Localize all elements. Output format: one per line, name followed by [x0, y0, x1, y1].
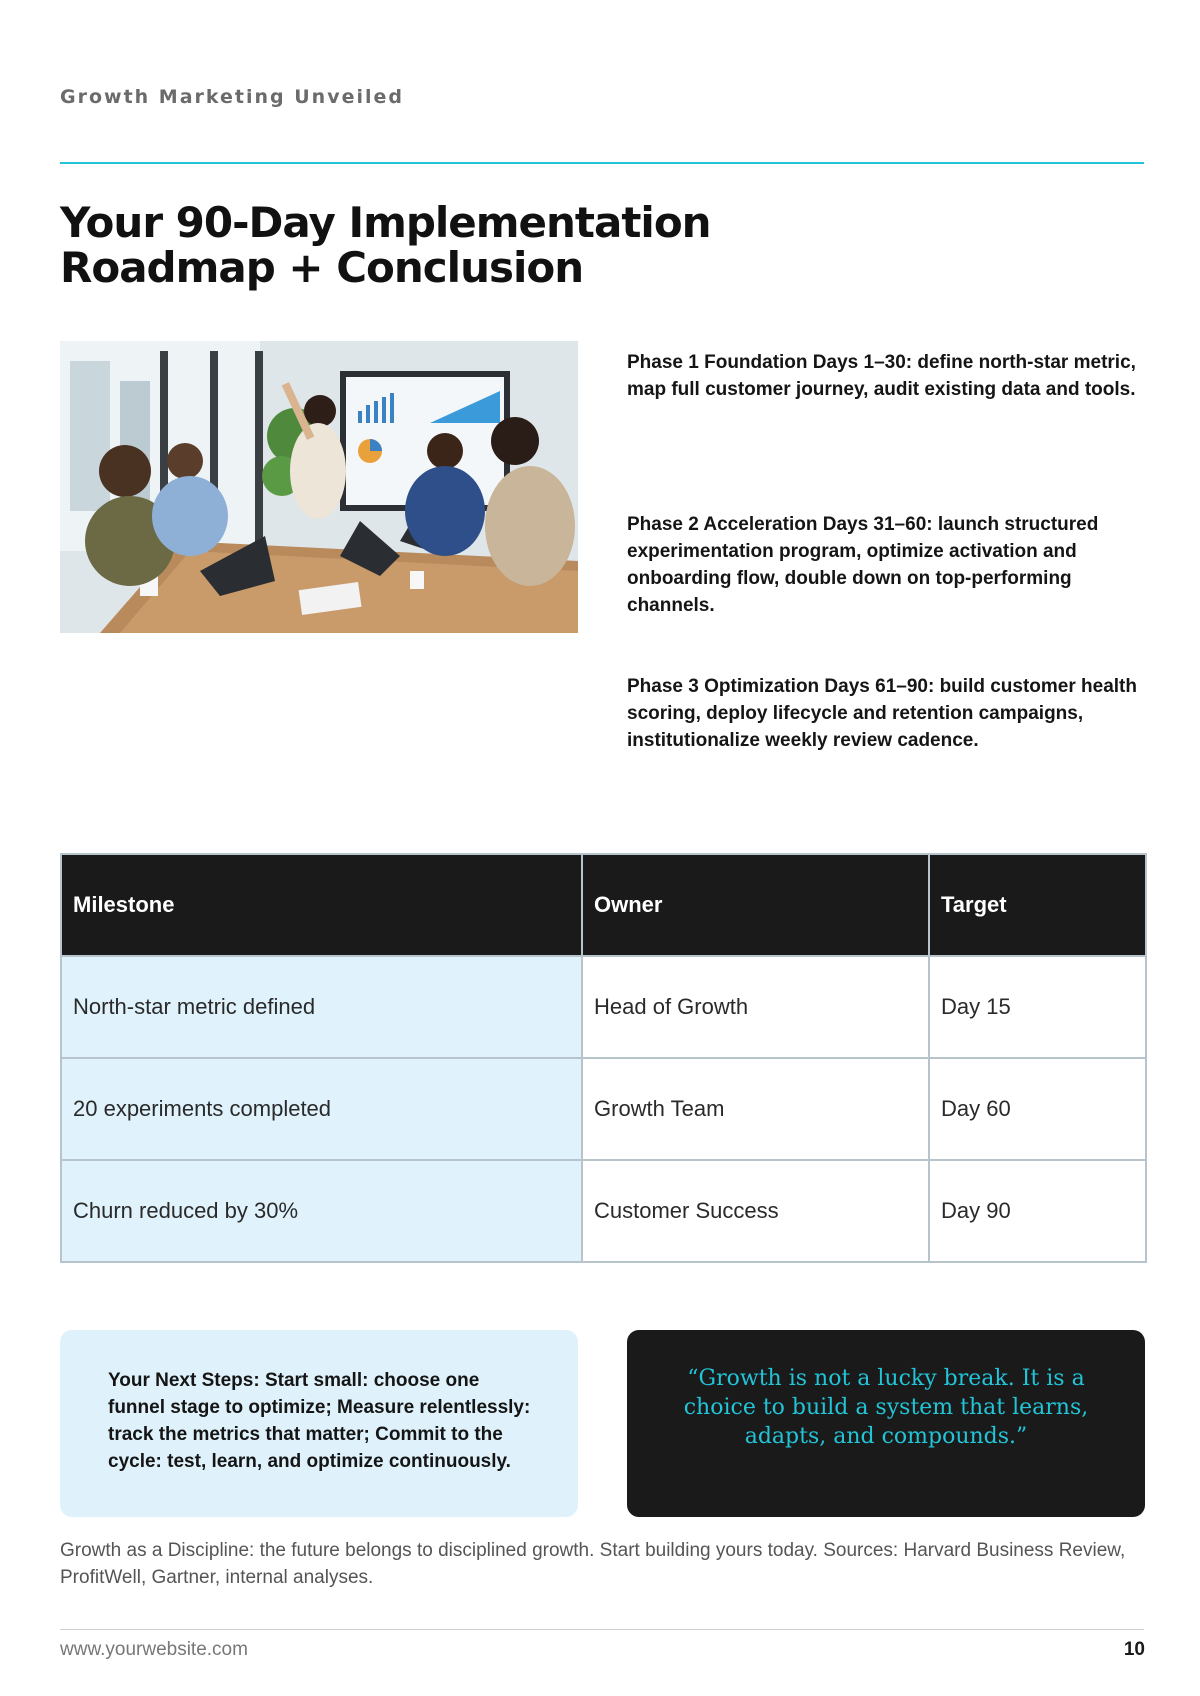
page-title — [60, 200, 1060, 290]
next-steps-text: Your Next Steps: Start small: choose one funnel stage to optimize; Measure relentlessly: track the metrics that matter; Commit to the cycle: test, learn, and optimize continuously. — [108, 1370, 531, 1472]
milestone-table — [60, 853, 1147, 1263]
page-number: 10 — [1123, 1639, 1145, 1660]
owner-cell: Growth Team — [582, 1058, 929, 1160]
column-header-milestone: Milestone — [61, 854, 582, 956]
column-header-owner: Owner — [582, 854, 929, 956]
header-divider — [60, 162, 1144, 164]
footer-divider — [60, 1629, 1144, 1630]
conclusion-text: Growth as a Discipline: the future belongs to disciplined growth. Start building yours today. Sources: Harvard Business Review, ProfitWell, Gartner, internal analyses. — [60, 1540, 1126, 1588]
table-row — [61, 1160, 1146, 1262]
milestone-cell: 20 experiments completed — [61, 1058, 582, 1160]
owner-cell: Customer Success — [582, 1160, 929, 1262]
next-steps-box — [60, 1330, 578, 1517]
table-row — [61, 1058, 1146, 1160]
target-cell: Day 60 — [929, 1058, 1146, 1160]
running-header: Growth Marketing Unveiled — [60, 86, 404, 108]
table-header-row — [61, 854, 1146, 956]
quote-text: “Growth is not a lucky break. It is a choice to build a system that learns, adapts, and compounds.” — [683, 1366, 1089, 1449]
phase-1-text: Phase 1 Foundation Days 1–30: define north-star metric, map full customer journey, audit existing data and tools. — [627, 352, 1136, 400]
target-cell: Day 15 — [929, 956, 1146, 1058]
team-celebration-photo — [60, 341, 578, 633]
phase-3-text: Phase 3 Optimization Days 61–90: build customer health scoring, deploy lifecycle and retention campaigns, institutionalize weekly review cadence. — [627, 676, 1137, 751]
page-title-line-1: Your 90-Day Implementation — [60, 198, 711, 247]
quote-box — [627, 1330, 1145, 1517]
table-row — [61, 956, 1146, 1058]
footer-url: www.yourwebsite.com — [60, 1639, 248, 1660]
owner-cell: Head of Growth — [582, 956, 929, 1058]
phase-2-text: Phase 2 Acceleration Days 31–60: launch structured experimentation program, optimize activation and onboarding flow, double down on top-performing channels. — [627, 514, 1099, 616]
milestone-cell: North-star metric defined — [61, 956, 582, 1058]
milestone-cell: Churn reduced by 30% — [61, 1160, 582, 1262]
page-title-line-2: Roadmap + Conclusion — [60, 243, 584, 292]
column-header-target: Target — [929, 854, 1146, 956]
target-cell: Day 90 — [929, 1160, 1146, 1262]
